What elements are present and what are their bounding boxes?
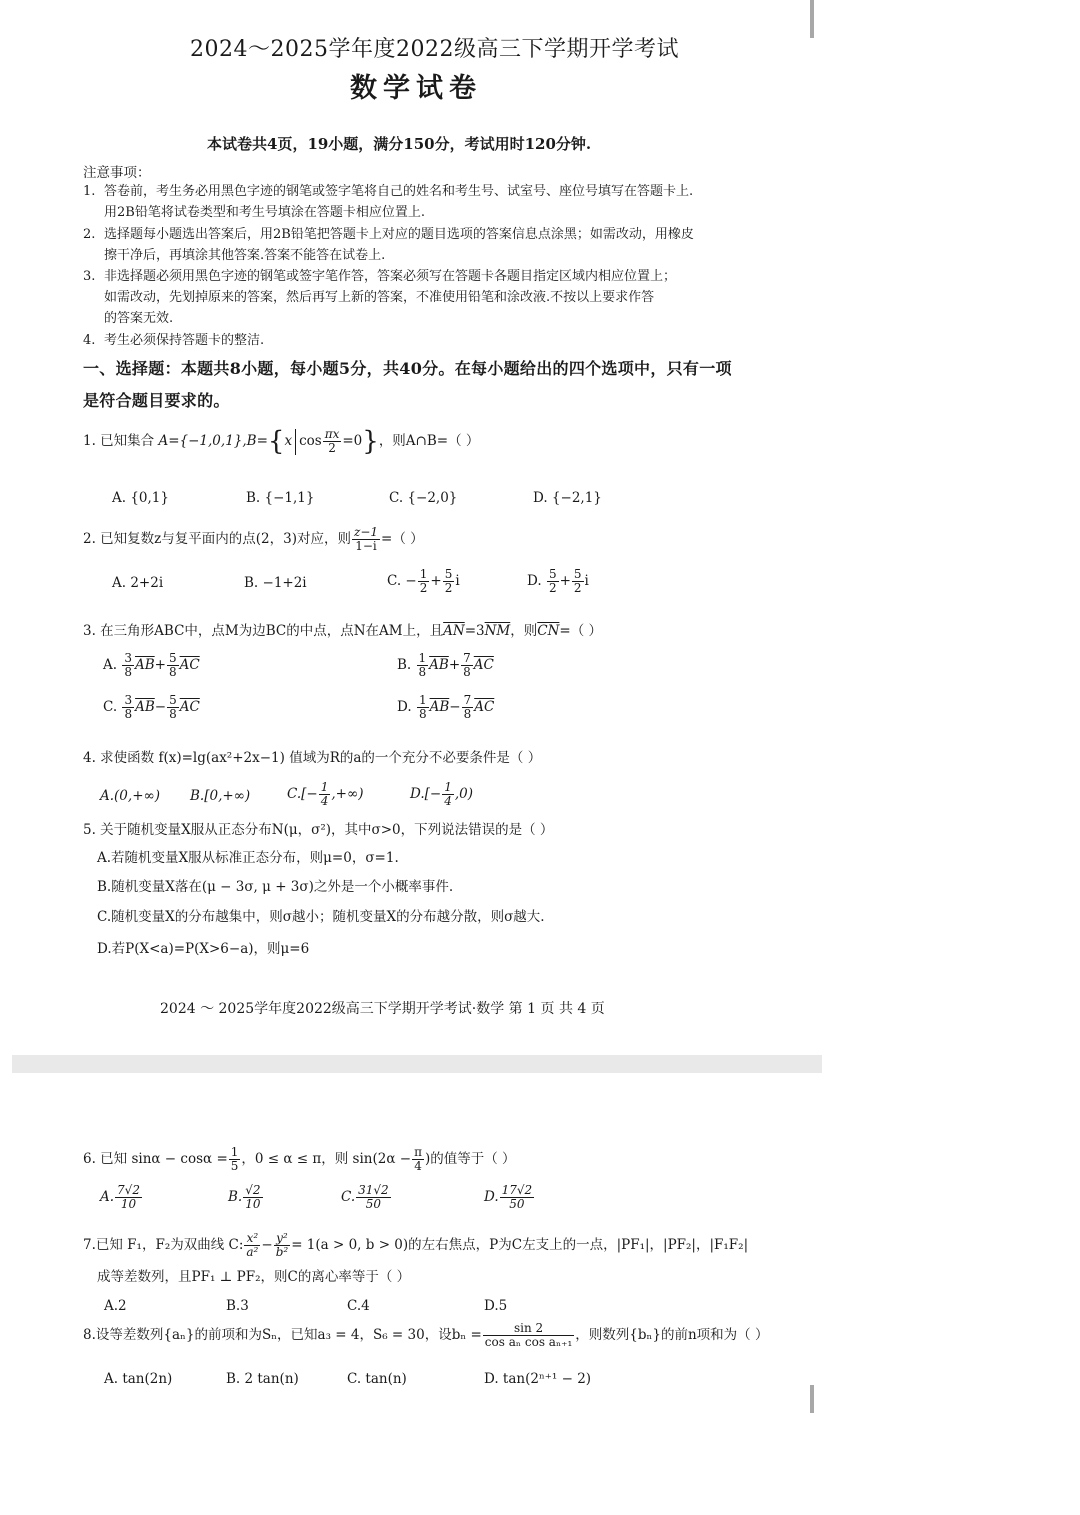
note-line: 用2B铅笔将试卷类型和考生号填涂在答题卡相应位置上. (104, 205, 425, 220)
q2-option-c: C. − $\frac{1}{2}$ + $\frac{5}{2}$ i (387, 567, 460, 595)
section1-line1: 一、选择题：本题共8小题，每小题5分，共40分。在每小题给出的四个选项中，只有一项 (83, 359, 732, 378)
exam-title: 2024～2025学年度2022级高三下学期开学考试 (190, 37, 679, 62)
q8-option-a: A. tan(2n) (104, 1371, 173, 1387)
q2-stem-post: =（ ） (381, 531, 424, 547)
subject-title: 数学试卷 (350, 73, 482, 104)
q1-set-var: x (284, 433, 293, 449)
q1-eq: =0 (342, 433, 363, 449)
q2-stem-pre: 2. 已知复数z与复平面内的点(2，3)对应，则 (83, 531, 351, 547)
note-line: 如需改动，先划掉原来的答案，然后再写上新的答案，不准使用铅笔和涂改液.不按以上要求作答 (104, 290, 655, 305)
q6-option-b: B. $\frac{√2}{10}$ (228, 1183, 261, 1211)
q1-option-d: D. {−2,1} (533, 490, 602, 506)
q1-stem-pre: 1. 已知集合 (83, 433, 155, 449)
q6-option-d: D. $\frac{17√2}{50}$ (484, 1183, 533, 1211)
note-line: 非选择题必须用黑色字迹的钢笔或签字笔作答，答案必须写在答题卡各题目指定区域内相应位置上； (104, 269, 677, 284)
note-item-2 (83, 224, 763, 266)
q5-option-d: D.若P(X<a)=P(X>6−a)，则μ=6 (97, 941, 310, 957)
note-item-1 (83, 181, 763, 223)
question-8: 8.设等差数列{aₙ}的前项和为Sₙ，已知a₃ = 4，S₆ = 30，设bₙ = $\frac{\sin 2}{\text{cos aₙ cos aₙ₊₁}}$ ，则数列{bₙ}的前n项和为（ ） (83, 1321, 769, 1349)
q1-option-a: A. {0,1} (112, 490, 169, 506)
q5-option-b: B.随机变量X落在(μ − 3σ, μ + 3σ)之外是一个小概率事件. (97, 879, 454, 895)
q3-vec-nm: $\overline{NM}$ (484, 623, 511, 639)
q1-cos: cos (299, 433, 322, 449)
note-line: 答卷前，考生务必用黑色字迹的钢笔或签字笔将自己的姓名和考生号、试室号、座位号填写在答题卡上. (104, 184, 694, 199)
note-line: 选择题每小题选出答案后，用2B铅笔把答题卡上对应的题目选项的答案信息点涂黑；如需改动，用橡皮 (104, 227, 694, 242)
q4-option-a: A.(0,+∞) (100, 788, 161, 804)
q8-option-d: D. tan(2ⁿ⁺¹ − 2) (484, 1371, 592, 1387)
note-num: 3. (83, 269, 96, 284)
question-3 (83, 619, 602, 639)
q3-option-a: A. $\frac{3}{8}$ $\overline{AB}+$ $\frac{5}{8}$ $\overline{AC}$ (103, 651, 200, 679)
question-7-line2: 成等差数列，且PF₁ ⊥ PF₂，则C的离心率等于（ ） (97, 1269, 411, 1285)
q3-eq: =3 (464, 623, 485, 639)
exam-intro: 本试卷共4页，19小题，满分150分，考试用时120分钟. (207, 135, 592, 153)
q3-option-b: B. $\frac{1}{8}$ $\overline{AB}+$ $\frac{7}{8}$ $\overline{AC}$ (397, 651, 494, 679)
q7-option-c: C.4 (347, 1298, 370, 1314)
q2-fraction: $\frac{z-1}{1-i}$ (354, 525, 379, 553)
note-line: 的答案无效. (104, 311, 174, 326)
q3-vec-an: $\overline{AN}$ (443, 623, 465, 639)
note-num: 2. (83, 227, 96, 242)
question-4: 4. 求使函数 f(x)=lg(ax²+2x−1) 值域为R的a的一个充分不必要条件是（ ） (83, 750, 542, 766)
q6-option-c: C. $\frac{31√2}{50}$ (341, 1183, 389, 1211)
q7-option-b: B.3 (226, 1298, 249, 1314)
q2-option-d: D. $\frac{5}{2}$ + $\frac{5}{2}$ i (527, 567, 589, 595)
q4-option-b: B.[0,+∞) (190, 788, 251, 804)
q1-option-b: B. {−1,1} (246, 490, 315, 506)
q3-stem-mid: ，则 (510, 623, 538, 639)
q2-option-a: A. 2+2i (112, 575, 164, 591)
note-num: 4. (83, 333, 96, 348)
q1-fraction: $\frac{\pi x}{2}$ (324, 427, 340, 455)
q3-stem-pre: 3. 在三角形ABC中，点M为边BC的中点，点N在AM上，且 (83, 623, 444, 639)
q6-option-a: A. $\frac{7√2}{10}$ (100, 1183, 140, 1211)
q3-vec-cn: $\overline{CN}$ (537, 623, 560, 639)
q7-option-d: D.5 (484, 1298, 508, 1314)
q5-option-c: C.随机变量X的分布越集中，则σ越小；随机变量X的分布越分散，则σ越大. (97, 909, 545, 925)
q3-stem-post: =（ ） (559, 623, 603, 639)
note-num: 1. (83, 184, 96, 199)
page-footer: 2024 ～ 2025学年度2022级高三下学期开学考试·数学 第 1 页 共 4 页 (160, 1001, 605, 1017)
q5-option-a: A.若随机变量X服从标准正态分布，则μ=0，σ=1. (97, 850, 399, 866)
right-edge-bar-bottom (810, 1385, 814, 1413)
question-1: 1. 已知集合 A={−1,0,1},B={x cos $\frac{\pi x}{2}$ =0}，则A∩B=（ ） (83, 426, 480, 457)
q8-option-c: C. tan(n) (347, 1371, 407, 1387)
notes-heading: 注意事项： (83, 165, 151, 181)
q4-option-d: D.[− $\frac{1}{4}$ ,0) (410, 780, 474, 808)
page-separator (12, 1055, 822, 1073)
note-item-3 (83, 266, 763, 329)
right-edge-bar-top (810, 0, 814, 38)
section1-line2: 是符合题目要求的。 (83, 391, 230, 410)
q7-option-a: A.2 (104, 1298, 127, 1314)
note-item-4 (83, 330, 763, 351)
q1-option-c: C. {−2,0} (389, 490, 458, 506)
q2-option-b: B. −1+2i (244, 575, 307, 591)
q4-option-c: C.[− $\frac{1}{4}$ ,+∞) (287, 780, 364, 808)
q3-option-d: D. $\frac{1}{8}$ $\overline{AB}-$ $\frac{7}{8}$ $\overline{AC}$ (397, 693, 495, 721)
q8-option-b: B. 2 tan(n) (226, 1371, 299, 1387)
q1-set-a: A={−1,0,1},B= (158, 433, 268, 449)
question-5: 5. 关于随机变量X服从正态分布N(μ，σ²)，其中σ>0，下列说法错误的是（ ） (83, 822, 554, 838)
question-7-line1: 7.已知 F₁，F₂为双曲线 C: $\frac{\text{x²}}{\text{a²}}$ − $\frac{\text{y²}}{\text{b²}}$ = 1(a > 0, b > 0)的左右焦点，P为C左支上的一点，|PF₁|，|PF₂|，|F₁F₂| (83, 1231, 749, 1259)
q1-stem-post: ，则A∩B=（ ） (378, 433, 480, 449)
note-line: 考生必须保持答题卡的整洁. (104, 333, 265, 348)
note-line: 擦干净后，再填涂其他答案.答案不能答在试卷上. (104, 248, 386, 263)
question-2 (83, 526, 424, 553)
q3-option-c: C. $\frac{3}{8}$ $\overline{AB}-$ $\frac{5}{8}$ $\overline{AC}$ (103, 693, 200, 721)
question-6: 6. 已知 sinα − cosα = $\frac{1}{5}$ ，0 ≤ α ≤ π，则 sin(2α − $\frac{\pi}{4}$ )的值等于（ ） (83, 1145, 516, 1173)
